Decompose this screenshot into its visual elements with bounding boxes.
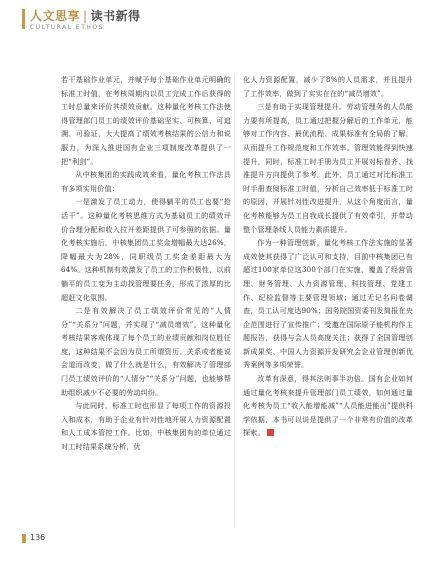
paragraph: 一是激发了员工动力，使得躺平的员工也要“抢活干”。这种量化考核思维方式为基础员工的绩效评价合理分配和收入拉开差距提供了可参照的依据。量化考核实施后，中核集团员工奖金增幅最大达26%，降幅最大为28%，同职级员工奖金差距最大为64%。这种机制有效激发了员工的工作积极性，以前躺平的员工变为主动找管理要任务，形成了浓厚的比超赶文化氛围。 — [61, 197, 231, 302]
header-column: 读书新得 — [90, 9, 141, 23]
paragraph: 作为一种管理创新，量化考核工作法实施的显著成效使其获得了广泛认可和支持，目前中核集团已有超过100家单位这300个部门在实施，覆盖了经营管理、财务管理、人力资源管理、科技管理、党建工作、纪检监督等主要管理领域；通过无记名问卷调查，员工认可度达90%；国务院国资委刊发简报在央企范围进行了宣传推广；受邀在国际原子能机构作主题报告，获得与会人员高度关注；获得了全国管理创新成果奖、中国人力资源开发研究会企业管理创新优秀案例等多项荣誉。 — [243, 238, 413, 370]
left-column — [61, 73, 231, 454]
page-number: 136 — [30, 533, 46, 542]
header-title — [30, 7, 141, 24]
running-header — [0, 0, 427, 40]
paragraph: 若干基础作业单元，并赋予每个基础作业单元明确的标准工时值，在考核周期内以员工完成工作后获得的工时总量来评价其绩效贡献。这种量化考核工作法使得管理部门员工的绩效评价基础坚实、可核算、可追溯、可验证，大大提高了绩效考核结果的公信力和说服力，为深入推进国有企业三项制度改革提供了一把“利剑”。 — [61, 75, 231, 166]
header-accent-bar — [22, 9, 25, 29]
header-english: CULTURAL ETHOS — [30, 24, 104, 31]
paragraph: 与此同时，标准工时也形显了每项工作的资源投入和成本，有助于企业有针对性地开展人力资源配置和人工成本管控工作。比如，中核集团有的单位通过对工时结果系统分析，优 — [61, 401, 231, 452]
header-section: 人文思享 — [30, 9, 81, 23]
footer-accent-bar — [22, 534, 26, 543]
paragraph: 二是有效解决了员工绩效评价常见的“人情分”“关系分”问题，并实现了“减员增效”。这种量化考核结果客观体现了每个员工的业绩贡献和岗位胜任度，这种结果不会因为员工所谓资历、关系或者能说会道而改变，做了什么就是什么，有效解决了管理部门员工绩效评价的“人情分”“关系分”问题，也能够帮助组织减少不必要的劳动纠纷。 — [61, 306, 231, 397]
right-column — [243, 73, 413, 440]
header-separator: | — [83, 9, 88, 23]
paragraph: 从中核集团的实践成效来看，量化考核工作法具有多项实用价值： — [61, 170, 231, 193]
column-divider — [234, 73, 235, 528]
paragraph: 化人力资源配置，减少了8%的人员需求，并且提升了工作效率，做到了实实在在的“减员增效”。 — [243, 75, 413, 98]
end-of-article-mark — [267, 429, 274, 436]
paragraph: 改革有深意，得其法则事半功倍。国有企业如何通过量化考核来提升管理部门员工绩效，如何通过量化考核为员工“收入能增能减”“人员能进能出”提供科学依据，本书可以说是提供了一个非常有价值的改革探索。 — [243, 374, 413, 438]
paragraph: 三是有助于实现管理提升。劳动管理务的人员能力要有所提高，员工通过把握分解后的工作单元，能够对工作内容、最优流程、成果标准有全局的了解，从而提升工作规范度和工作效率。管理效能得到快速提升，同时，标准工时手册为员工开展对标看齐、找准提升方向提供了参考。此外，员工通过对比标准工时手册查阅标准工时值，分析自己效率低于标准工时的原因，开展针对性改进提升，从这个角度而言，量化考核能够为员工自我成长提供了有效牵引，并带动整个管理条线人员能力素质提升。 — [243, 102, 413, 234]
